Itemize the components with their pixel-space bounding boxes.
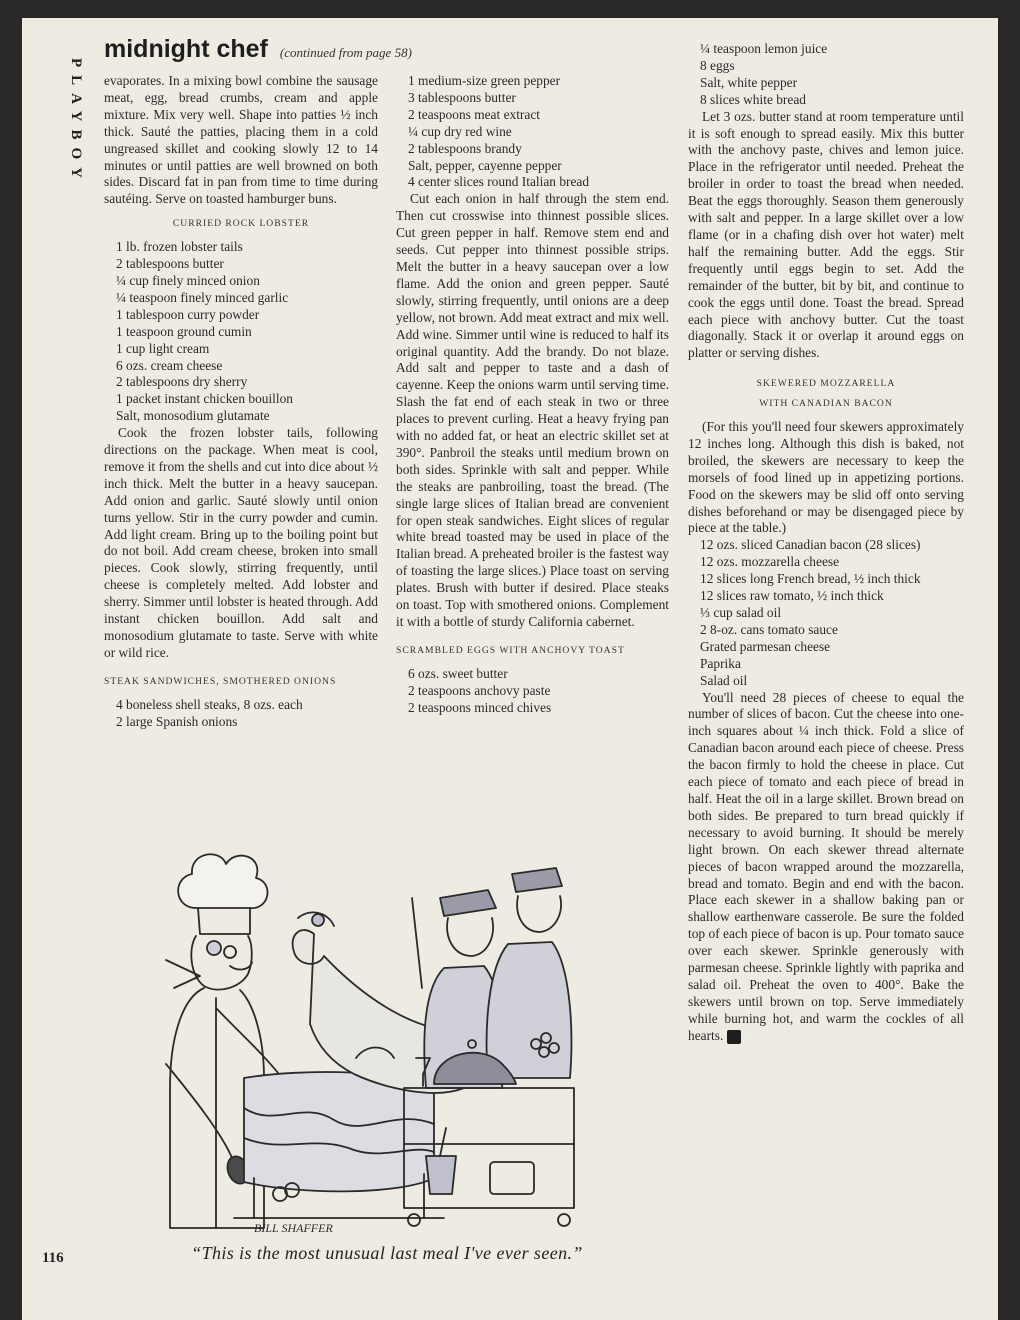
ingredient-item: 6 ozs. cream cheese bbox=[116, 357, 223, 373]
ingredient-item: 2 teaspoons minced chives bbox=[408, 699, 552, 715]
end-mark-icon: Y bbox=[727, 1030, 741, 1044]
ingredient-item: Paprika bbox=[700, 655, 741, 671]
ingredient-item: 4 center slices round Italian bread bbox=[408, 174, 590, 190]
ingredient-item: 1 lb. frozen lobster tails bbox=[116, 239, 243, 255]
chef-head bbox=[191, 936, 251, 990]
ingredient-item: 2 tablespoons dry sherry bbox=[116, 374, 248, 390]
ingredient-item: 12 ozs. mozzarella cheese bbox=[700, 554, 840, 570]
recipe-heading-skewer-line1: SKEWERED MOZZARELLA bbox=[756, 378, 896, 390]
ingredient-item: 1 tablespoon curry powder bbox=[116, 306, 260, 322]
article-title: midnight chef bbox=[104, 35, 268, 63]
ingredient-list-eggs-continued bbox=[688, 41, 964, 109]
method-paragraph-lobster: Cook the frozen lobster tails, following directions on the package. When meat is cool, remove it from the shells and cut into dice about ½ inch thick. Melt the butter in a heavy saucepan. Add onion and garlic. Sauté slowly until onion turns yellow. Stir in the curry powder and cumin. Add light cream. Bring up to the boiling point but do not boil. Add cream cheese, broken into small pieces. Cook slowly, stirring frequently, until cheese is completely melted. Add lobster and sherry. Simmer until lobster is heated through. Add instant chicken bouillon. Add salt and monosodium glutamate to taste. Serve with white or wild rice. bbox=[104, 425, 378, 660]
ingredient-item: 12 slices long French bread, ½ inch thick bbox=[700, 571, 921, 587]
ingredient-item: 1 teaspoon ground cumin bbox=[116, 323, 252, 339]
ingredient-list-steak bbox=[104, 697, 378, 731]
ingredient-item: 2 teaspoons meat extract bbox=[408, 106, 540, 122]
column-3 bbox=[688, 41, 964, 1045]
ingredient-item: Salt, pepper, cayenne pepper bbox=[408, 157, 562, 173]
ingredient-item: 6 ozs. sweet butter bbox=[408, 665, 508, 681]
skewer-intro-paragraph: (For this you'll need four skewers approximately 12 inches long. Although this dish is baked, not broiled, the skewers are necessary to keep the morsels of food lined up in appetizing portions. Food on the skewers may be slid off onto serving dishes beforehand or may be disengaged piece by piece at the table.) bbox=[688, 419, 964, 536]
ingredient-item: 1 packet instant chicken bouillon bbox=[116, 391, 294, 407]
ingredient-list-lobster bbox=[104, 239, 378, 425]
title-row bbox=[104, 35, 412, 64]
ingredient-item: ⅓ cup salad oil bbox=[700, 605, 782, 620]
method-text-skewer: You'll need 28 pieces of cheese to equal the number of slices of bacon. Cut the cheese into one-inch squares about ¼ inch thick. Fold a slice of Canadian bacon around each piece of cheese. Press the bacon firmly to hold the cheese in place. Cut each piece of tomato and each piece of bread in half. Heat the oil in a large skillet. Brown bread on both sides. Be prepared to turn bread quickly if necessary to avoid burning. It should be merely light brown. On each skewer thread alternate pieces of bacon wrapped around the mozzarella, bread and tomato. Begin and end with the bacon. Place each skewer in a shallow baking pan or shallow earthenware casserole. Be sure the folded top of each piece of bacon is up. Pour tomato sauce over each skewer. Sprinkle generously with parmesan cheese. Sprinkle lightly with paprika and salad oil. Preheat the oven to 400°. Bake the skewers until brown on top. Serve immediately while burning hot, and warm the cockles of all hearts. bbox=[688, 689, 964, 1043]
ingredient-item: 1 cup light cream bbox=[116, 340, 210, 356]
ingredient-list-skewer bbox=[688, 537, 964, 689]
guard-left bbox=[440, 890, 496, 916]
recipe-heading-skewer bbox=[688, 376, 964, 413]
ingredient-item: 4 boneless shell steaks, 8 ozs. each bbox=[116, 696, 303, 712]
magazine-name: PLAYBOY bbox=[68, 58, 84, 186]
ingredient-item: Salt, monosodium glutamate bbox=[116, 408, 270, 424]
ingredient-item: 2 teaspoons anchovy paste bbox=[408, 682, 551, 698]
recipe-heading-skewer-line2: WITH CANADIAN BACON bbox=[759, 398, 893, 410]
chef-hat bbox=[178, 854, 267, 908]
magazine-page bbox=[22, 18, 998, 1320]
ingredient-item: ¼ cup finely minced onion bbox=[116, 272, 260, 288]
ingredient-item: ¼ teaspoon lemon juice bbox=[700, 41, 828, 56]
chef-spoon bbox=[166, 1064, 232, 1158]
continued-note: (continued from page 58) bbox=[279, 45, 412, 60]
ingredient-item: 8 slices white bread bbox=[700, 91, 806, 107]
recipe-heading-eggs: SCRAMBLED EGGS WITH ANCHOVY TOAST bbox=[396, 644, 625, 656]
ice-bucket bbox=[426, 1156, 456, 1194]
ingredient-item: 2 8-oz. cans tomato sauce bbox=[700, 621, 838, 637]
cartoonist-signature: BILL SHAFFER bbox=[254, 1221, 333, 1235]
ingredient-item: Salad oil bbox=[700, 672, 748, 688]
method-paragraph-skewer bbox=[688, 690, 964, 1045]
toaster bbox=[490, 1162, 534, 1194]
ingredient-item: 8 eggs bbox=[700, 57, 735, 73]
ingredient-item: ¼ teaspoon finely minced garlic bbox=[116, 289, 289, 305]
column-1 bbox=[104, 73, 378, 731]
cartoon-caption: “This is the most unusual last meal I've ever seen.” bbox=[191, 1243, 583, 1263]
intro-paragraph: evaporates. In a mixing bowl combine the sausage meat, egg, bread crumbs, cream and apple mixture. Mix very well. Shape into patties ½ inch thick. Sauté the patties, placing them in a cold ungreased skillet and cooking slowly 12 to 14 minutes or until patties are well browned on both sides. Discard fat in pan from time to time during sautéing. Serve on toasted hamburger buns. bbox=[104, 73, 378, 207]
ingredient-item: Salt, white pepper bbox=[700, 74, 798, 90]
ingredient-list-eggs bbox=[396, 666, 669, 717]
column-2 bbox=[396, 73, 669, 717]
ingredient-item: ¼ cup dry red wine bbox=[408, 123, 512, 139]
ingredient-item: 2 large Spanish onions bbox=[116, 713, 238, 729]
guard-right bbox=[512, 868, 562, 892]
magazine-name-vertical bbox=[58, 58, 84, 218]
ingredient-list-steak-continued bbox=[396, 73, 669, 191]
page-number: 116 bbox=[42, 1250, 64, 1266]
ingredient-item: 3 tablespoons butter bbox=[408, 89, 516, 105]
recipe-heading-lobster: CURRIED ROCK LOBSTER bbox=[172, 218, 310, 230]
ingredient-item: Grated parmesan cheese bbox=[700, 638, 831, 654]
ingredient-item: 2 tablespoons butter bbox=[116, 256, 224, 272]
method-paragraph-steak: Cut each onion in half through the stem end. Then cut crosswise into thinnest possible slices. Cut green pepper in half. Remove stem end and seeds. Cut pepper into thinnest possible strips. Melt the butter in a heavy saucepan over a low flame. Add the onion and green pepper. Sauté slowly, stirring frequently, until onions are a deep yellow, not brown. Add meat extract and mix well. Add wine. Simmer until wine is reduced to half its original quantity. Add the brandy. Do not blaze. Add salt and pepper to taste and a dash of cayenne. Keep the onions warm until serving time. Slash the fat end of each steak in two or three places to prevent curling. Heat a heavy frying pan with no added fat, or heat an electric skillet set at 390°. Panbroil the steaks until medium brown on both sides. Sprinkle with salt and pepper. While the steaks are panbroiling, toast the bread. (The single large slices of Italian bread are convenient for open steak sandwiches. Eight slices of regular white bread toasted may be used in place of the Italian bread. A preheated broiler is the fastest way of toasting the large slices.) Place toast on serving plates. Brush with butter if desired. Place steaks on toast. Top with smothered onions. Complement it with a bottle of sturdy California cabernet. bbox=[396, 191, 669, 629]
ingredient-item: 12 slices raw tomato, ½ inch thick bbox=[700, 588, 884, 604]
cartoon-illustration bbox=[104, 838, 676, 1242]
ingredient-item: 2 tablespoons brandy bbox=[408, 140, 522, 156]
method-paragraph-eggs: Let 3 ozs. butter stand at room temperature until it is soft enough to spread easily. Mix this butter with the anchovy paste, chives and lemon juice. Place in the refrigerator until needed. Preheat the broiler in order to toast the bread when needed. Beat the eggs thoroughly. Season them generously with salt and pepper. In a large skillet over a low flame (or in a chafing dish over hot water) melt half the remaining butter. Add the eggs. Stir frequently until eggs begin to set. Add the remainder of the butter, bit by bit, and continue to cook the eggs until done. Toast the bread. Spread each piece with anchovy butter. Cut the toast diagonally. Stack it or overlap it around eggs on platter or serving dishes. bbox=[688, 108, 964, 361]
ingredient-item: 12 ozs. sliced Canadian bacon (28 slices) bbox=[700, 537, 921, 553]
ingredient-item: 1 medium-size green pepper bbox=[408, 73, 561, 88]
recipe-heading-steak: STEAK SANDWICHES, SMOTHERED ONIONS bbox=[104, 675, 337, 687]
